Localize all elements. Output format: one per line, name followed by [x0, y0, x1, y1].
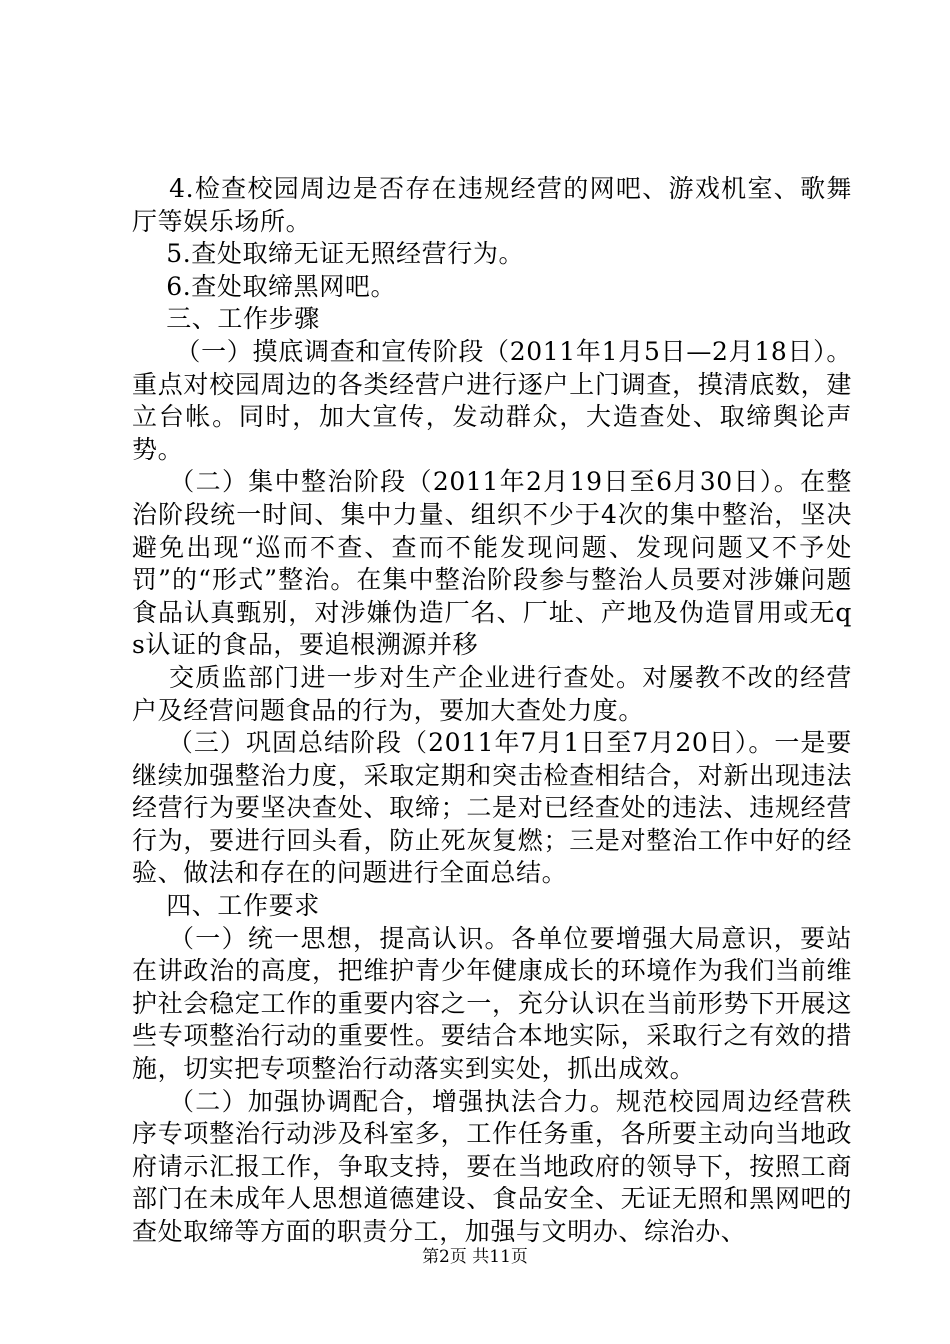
paragraph-item-4: 4.检查校园周边是否存在违规经营的网吧、游戏机室、歌舞厅等娱乐场所。 — [132, 174, 853, 236]
page-footer: 第2页 共11页 — [422, 1247, 528, 1267]
paragraph-stage-1: （一）摸底调查和宣传阶段（2011年1月5日—2月18日）。重点对校园周边的各类经营户进行逐户上门调查，摸清底数，建立台帐。同时，加大宣传，发动群众，大造查处、取缔舆论声势。 — [132, 336, 852, 464]
paragraph-item-5: 5.查处取缔无证无照经营行为。 — [132, 239, 525, 269]
paragraph-stage-2: （二）集中整治阶段（2011年2月19日至6月30日）。在整治阶段统一时间、集中力量、组织不少于4次的集中整治，坚决避免出现“巡而不查、查而不能发现问题、发现问题又不予处罚”的“形式”整治。在集中整治阶段参与整治人员要对涉嫌问题食品认真甄别，对涉嫌伪造厂名、厂址、产地及伪造冒用或无qs认证的食品，要追根溯源并移 — [132, 467, 853, 660]
paragraph-item-6: 6.查处取缔黑网吧。 — [132, 271, 397, 301]
paragraph-stage-3: （三）巩固总结阶段（2011年7月1日至7月20日）。一是要继续加强整治力度，采取定期和突击检查相结合，对新出现违法经营行为要坚决查处、取缔；二是对已经查处的违法、违规经营行为，要进行回头看，防止死灰复燃；三是对整治工作中好的经验、做法和存在的问题进行全面总结。 — [132, 728, 853, 888]
paragraph-requirement-1: （一）统一思想，提高认识。各单位要增强大局意识，要站在讲政治的高度，把维护青少年健康成长的环境作为我们当前维护社会稳定工作的重要内容之一，充分认识在当前形势下开展这些专项整治行动的重要性。要结合本地实际，采取行之有效的措施，切实把专项整治行动落实到实处，抓出成效。 — [132, 923, 853, 1084]
section-heading-work-requirements: 四、工作要求 — [132, 891, 320, 921]
section-heading-work-steps: 三、工作步骤 — [132, 304, 320, 334]
document-body — [132, 173, 852, 1249]
paragraph-stage-2-continued: 交质监部门进一步对生产企业进行查处。对屡教不改的经营户及经营问题食品的行为，要加大查处力度。 — [132, 662, 853, 725]
paragraph-requirement-2: （二）加强协调配合，增强执法合力。规范校园周边经营秩序专项整治行动涉及科室多，工作任务重，各所要主动向当地政府请示汇报工作，争取支持，要在当地政府的领导下，按照工商部门在未成年人思想道德建设、食品安全、无证无照和黑网吧的查处取缔等方面的职责分工，加强与文明办、综治办、 — [132, 1086, 853, 1246]
